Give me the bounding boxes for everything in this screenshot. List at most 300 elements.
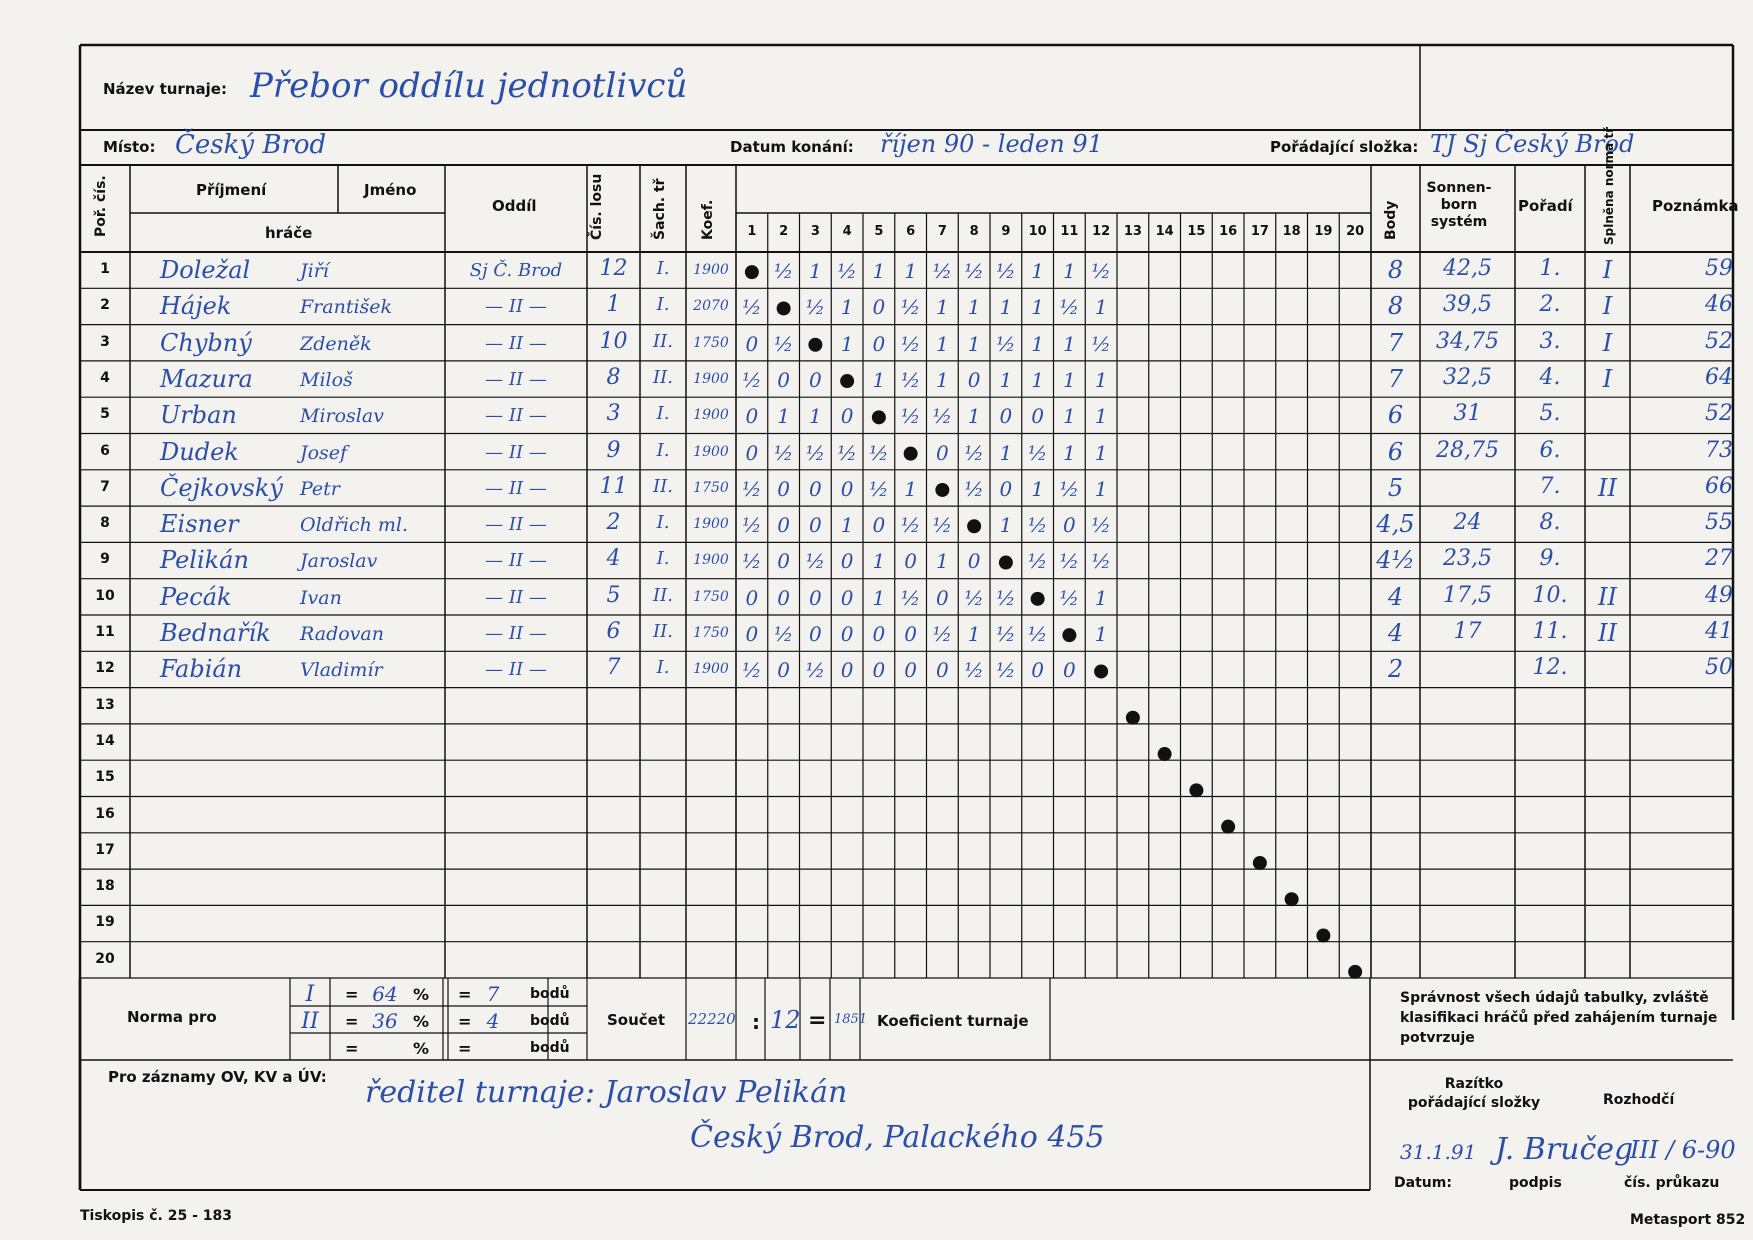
player-koef: 1900 — [693, 661, 729, 678]
game-result: 1 — [904, 259, 917, 283]
game-result: 1 — [967, 295, 981, 320]
game-result: ½ — [773, 331, 794, 356]
game-result: 0 — [840, 549, 854, 574]
game-result: 0 — [999, 476, 1013, 501]
game-result: 1 — [809, 404, 822, 429]
game-result: ½ — [900, 404, 921, 429]
player-lot: 10 — [599, 328, 628, 354]
game-result: ½ — [742, 658, 762, 683]
game-result: 0 — [840, 476, 854, 501]
column-number: 16 — [1219, 224, 1238, 239]
game-result: ½ — [1059, 476, 1080, 501]
row-number: 13 — [95, 696, 115, 713]
game-result: ½ — [932, 259, 953, 283]
norm-bodu: bodů — [530, 986, 570, 1002]
header-por-cis: Poř. čís. — [93, 175, 109, 237]
game-result: 1 — [1094, 295, 1108, 320]
game-result: 1 — [872, 259, 886, 283]
player-note: 52 — [1705, 328, 1733, 354]
game-result: 0 — [840, 585, 854, 610]
header-oddil: Oddíl — [492, 197, 537, 215]
player-rank: 12. — [1532, 655, 1568, 681]
game-result: 0 — [777, 658, 790, 683]
self-pairing-dot — [935, 483, 949, 497]
header-hrace: hráče — [265, 224, 313, 242]
header-prijmeni: Příjmení — [196, 181, 267, 199]
player-name: Jaroslav — [300, 550, 378, 573]
column-number: 7 — [937, 224, 947, 239]
game-result: ½ — [1091, 259, 1111, 283]
game-result: ½ — [1091, 331, 1111, 356]
column-number: 9 — [1001, 224, 1011, 239]
game-result: 1 — [1063, 259, 1076, 283]
player-class: I. — [656, 512, 670, 534]
game-result: 1 — [840, 331, 854, 356]
game-result: 0 — [936, 585, 949, 610]
player-sonneborn: 28,75 — [1436, 437, 1499, 463]
organizer-label: Pořádající složka: — [1270, 138, 1419, 156]
norm-pct: 64 — [372, 982, 398, 1006]
records-label: Pro záznamy OV, KV a ÚV: — [108, 1068, 327, 1086]
player-note: 73 — [1705, 437, 1733, 463]
player-body: 6 — [1387, 401, 1404, 430]
column-number: 12 — [1092, 224, 1111, 239]
game-result: 0 — [745, 404, 759, 429]
game-result: ½ — [773, 259, 794, 283]
player-class: II. — [653, 330, 673, 352]
game-result: 1 — [872, 585, 886, 610]
game-result: 0 — [777, 476, 790, 501]
row-number: 2 — [100, 297, 110, 314]
row-number: 7 — [100, 478, 110, 495]
norm-eq: = — [345, 1039, 359, 1058]
player-sonneborn: 24 — [1453, 510, 1482, 536]
player-surname: Chybný — [160, 328, 252, 357]
judge-label: Rozhodčí — [1603, 1092, 1675, 1108]
player-sonneborn: 39,5 — [1443, 292, 1492, 318]
player-club: — II — — [485, 514, 547, 536]
game-result: 0 — [809, 476, 822, 501]
game-result: ½ — [869, 440, 889, 465]
player-body: 7 — [1387, 328, 1404, 357]
self-pairing-dot — [872, 410, 886, 424]
title-value: Přebor oddílu jednotlivců — [250, 66, 688, 106]
records-handwritten-2: Český Brod, Palackého 455 — [690, 1120, 1105, 1155]
player-koef: 2070 — [693, 298, 729, 315]
game-result: 1 — [1094, 585, 1108, 610]
player-koef: 1750 — [693, 479, 729, 496]
player-sonneborn: 23,5 — [1443, 546, 1492, 572]
player-norm: II — [1598, 473, 1617, 502]
player-body: 4,5 — [1376, 510, 1415, 539]
game-result: 0 — [904, 658, 917, 683]
game-result: 1 — [872, 367, 886, 392]
game-result: 1 — [1031, 367, 1044, 392]
column-number: 8 — [969, 224, 979, 239]
player-body: 8 — [1387, 256, 1404, 284]
header-cis-losu: Čís. losu — [589, 173, 605, 240]
game-result: 1 — [1063, 367, 1076, 392]
column-number: 1 — [747, 224, 757, 239]
player-name: Miloš — [300, 368, 353, 391]
row-number: 1 — [100, 261, 110, 277]
player-lot: 1 — [606, 292, 621, 318]
player-lot: 5 — [606, 582, 621, 608]
game-result: 1 — [1094, 440, 1108, 465]
game-result: ½ — [805, 549, 826, 574]
player-koef: 1900 — [693, 370, 729, 387]
game-result: 1 — [936, 367, 949, 392]
game-result: ½ — [996, 658, 1016, 683]
player-lot: 3 — [606, 401, 621, 427]
player-sonneborn: 17 — [1453, 619, 1482, 644]
column-number: 10 — [1028, 224, 1047, 239]
player-koef: 1750 — [693, 334, 729, 351]
place-label: Místo: — [103, 138, 156, 156]
date-field-label: Datum: — [1394, 1175, 1452, 1191]
player-class: I. — [656, 657, 670, 679]
game-result: ½ — [900, 585, 921, 610]
player-note: 46 — [1705, 292, 1733, 318]
player-rank: 5. — [1539, 401, 1561, 427]
header-sonneborn: Sonnen-born systém — [1426, 180, 1492, 230]
player-surname: Mazura — [160, 364, 253, 393]
norm-eq: = — [345, 1012, 359, 1031]
self-pairing-dot — [904, 447, 918, 461]
column-number: 11 — [1060, 224, 1079, 239]
self-pairing-dot — [1316, 929, 1330, 943]
player-class: II. — [653, 366, 673, 388]
game-result: 1 — [1063, 440, 1076, 465]
game-result: 1 — [1063, 331, 1076, 356]
game-result: ½ — [964, 658, 984, 683]
row-number: 5 — [100, 406, 110, 423]
game-result: ½ — [1027, 622, 1048, 646]
self-pairing-dot — [1126, 711, 1140, 725]
game-result: 1 — [936, 549, 949, 574]
player-note: 50 — [1705, 655, 1733, 681]
game-result: 1 — [967, 331, 981, 356]
player-class: I. — [656, 439, 670, 461]
game-result: 0 — [904, 622, 917, 646]
game-result: ½ — [805, 440, 826, 465]
game-result: 0 — [809, 513, 822, 538]
header-sach-tr: Šach. tř — [652, 178, 668, 240]
game-result: ½ — [742, 549, 762, 574]
game-result: ½ — [1059, 549, 1080, 574]
column-number: 20 — [1346, 224, 1365, 239]
game-result: 1 — [967, 622, 981, 646]
row-number: 11 — [95, 624, 115, 640]
game-result: 0 — [936, 440, 949, 465]
self-pairing-dot — [999, 556, 1013, 570]
player-surname: Hájek — [160, 292, 232, 321]
row-number: 12 — [95, 660, 115, 677]
game-result: 0 — [809, 585, 822, 610]
player-class: II. — [653, 475, 673, 497]
game-result: 0 — [904, 549, 917, 574]
player-name: Josef — [300, 441, 348, 464]
game-result: 0 — [840, 404, 854, 429]
player-koef: 1750 — [693, 625, 729, 641]
player-surname: Bednařík — [160, 619, 271, 647]
player-lot: 4 — [606, 546, 621, 572]
game-result: 1 — [936, 295, 949, 320]
publisher: Metasport 852 — [1630, 1212, 1746, 1228]
game-result: ½ — [964, 259, 984, 283]
soucet-divisor: 12 — [770, 1006, 801, 1034]
game-result: 1 — [936, 331, 949, 356]
game-result: ½ — [964, 440, 984, 465]
game-result: ½ — [742, 476, 762, 501]
game-result: ½ — [742, 367, 762, 392]
player-rank: 1. — [1539, 256, 1561, 281]
game-result: 1 — [967, 404, 981, 429]
player-class: II. — [653, 584, 673, 606]
player-rank: 2. — [1539, 292, 1561, 318]
player-note: 64 — [1705, 364, 1733, 390]
soucet-value: 22220 — [688, 1010, 736, 1028]
player-name: Zdeněk — [300, 332, 372, 355]
game-result: 1 — [999, 513, 1013, 538]
game-result: 0 — [999, 404, 1013, 429]
game-result: ½ — [837, 440, 857, 465]
self-pairing-dot — [1158, 747, 1172, 761]
row-number: 16 — [95, 805, 115, 822]
player-class: I. — [656, 403, 670, 425]
game-result: ½ — [996, 585, 1016, 610]
game-result: ½ — [869, 476, 889, 501]
game-result: 1 — [809, 259, 822, 283]
player-sonneborn: 32,5 — [1443, 364, 1492, 390]
game-result: 0 — [777, 585, 790, 610]
self-pairing-dot — [1189, 783, 1203, 797]
player-rank: 7. — [1539, 473, 1561, 499]
form-number: Tiskopis č. 25 - 183 — [80, 1208, 233, 1224]
organizer-value: TJ Sj Český Brod — [1430, 130, 1635, 158]
game-result: ½ — [1091, 513, 1111, 538]
player-club: — II — — [485, 405, 547, 427]
player-body: 4 — [1387, 619, 1404, 647]
norm-eq: = — [345, 985, 359, 1004]
game-result: 1 — [1094, 476, 1108, 501]
signature: J. Bručeg — [1495, 1132, 1634, 1167]
player-lot: 9 — [606, 437, 621, 463]
row-number: 3 — [100, 333, 110, 350]
player-koef: 1900 — [693, 407, 729, 424]
game-result: 0 — [1031, 404, 1044, 429]
player-club: — II — — [485, 659, 547, 681]
column-number: 6 — [906, 224, 916, 239]
game-result: 1 — [1094, 622, 1108, 646]
stamp-label: Razítko pořádající složky — [1407, 1076, 1541, 1111]
player-body: 8 — [1387, 292, 1404, 321]
player-name: Jiří — [300, 260, 329, 282]
game-result: 1 — [1031, 331, 1044, 356]
player-sonneborn: 17,5 — [1443, 582, 1492, 608]
player-name: František — [300, 296, 393, 319]
player-koef: 1900 — [693, 552, 729, 569]
game-result: ½ — [837, 259, 857, 283]
player-lot: 11 — [599, 473, 628, 499]
game-result: 0 — [745, 331, 759, 356]
norm-bodu: bodů — [530, 1040, 570, 1056]
game-result: 0 — [777, 549, 790, 574]
player-lot: 12 — [599, 256, 628, 281]
game-result: ½ — [996, 259, 1016, 283]
player-club: — II — — [485, 586, 547, 608]
game-result: 1 — [999, 295, 1013, 320]
game-result: ½ — [1027, 513, 1048, 538]
player-rank: 3. — [1539, 328, 1561, 354]
game-result: 1 — [904, 476, 917, 501]
player-surname: Pecák — [160, 582, 232, 611]
stamp-date-value: 31.1.91 — [1400, 1140, 1477, 1164]
game-result: ½ — [742, 513, 762, 538]
player-rank: 9. — [1539, 546, 1561, 572]
player-koef: 1900 — [693, 262, 729, 278]
game-result: ½ — [900, 331, 921, 356]
game-result: 1 — [1094, 404, 1108, 429]
norm-pct-sign: % — [413, 1039, 430, 1058]
self-pairing-dot — [840, 374, 854, 388]
player-lot: 8 — [606, 364, 621, 390]
game-result: 1 — [1094, 367, 1108, 392]
soucet-colon: : — [752, 1010, 760, 1034]
row-number: 18 — [95, 878, 115, 895]
row-number: 9 — [100, 551, 110, 568]
game-result: 0 — [1031, 658, 1044, 683]
date-label: Datum konání: — [730, 138, 854, 156]
game-result: 0 — [872, 513, 886, 538]
game-result: 0 — [1063, 513, 1076, 538]
game-result: ½ — [964, 585, 984, 610]
row-number: 6 — [100, 442, 110, 459]
game-result: 0 — [745, 622, 759, 646]
player-name: Ivan — [300, 586, 342, 609]
game-result: 1 — [999, 367, 1013, 392]
column-number: 2 — [779, 224, 789, 239]
game-result: ½ — [1091, 549, 1111, 574]
player-koef: 1900 — [693, 443, 729, 460]
player-rank: 10. — [1532, 582, 1568, 608]
game-result: 1 — [840, 295, 854, 320]
row-number: 20 — [95, 950, 115, 967]
game-result: ½ — [805, 658, 826, 683]
certify-text: Správnost všech údajů tabulky, zvláště klasifikaci hráčů před zahájením turnaje potvrzuje — [1400, 990, 1718, 1046]
player-note: 27 — [1705, 546, 1733, 572]
soucet-result: 1851 — [834, 1012, 868, 1027]
player-body: 4 — [1387, 582, 1404, 611]
game-result: 0 — [967, 549, 981, 574]
self-pairing-dot — [777, 301, 791, 315]
player-norm: II — [1598, 619, 1617, 647]
player-note: 52 — [1705, 401, 1733, 427]
soucet-label: Součet — [607, 1011, 666, 1029]
player-rank: 6. — [1539, 437, 1561, 463]
player-lot: 2 — [606, 510, 621, 536]
self-pairing-dot — [1285, 892, 1299, 906]
records-handwritten-1: ředitel turnaje: Jaroslav Pelikán — [365, 1075, 848, 1110]
player-norm: I — [1602, 364, 1613, 393]
norm-pct-sign: % — [413, 1012, 430, 1031]
column-number: 19 — [1314, 224, 1333, 239]
column-number: 5 — [874, 224, 884, 239]
self-pairing-dot — [1348, 965, 1362, 979]
player-name: Vladimír — [300, 659, 383, 682]
self-pairing-dot — [1094, 664, 1108, 678]
column-number: 15 — [1187, 224, 1206, 239]
player-club: — II — — [485, 623, 547, 644]
norm-pct: 36 — [372, 1009, 398, 1033]
self-pairing-dot — [745, 265, 759, 279]
norm-pts: 4 — [486, 1009, 500, 1033]
player-surname: Eisner — [160, 510, 239, 539]
game-result: 0 — [936, 658, 949, 683]
norm-eq: = — [458, 985, 472, 1004]
game-result: 0 — [840, 658, 854, 683]
game-result: 0 — [809, 622, 822, 646]
player-sonneborn: 34,75 — [1436, 328, 1499, 354]
game-result: ½ — [773, 440, 794, 465]
player-club: — II — — [485, 477, 547, 499]
game-result: ½ — [964, 476, 984, 501]
row-number: 15 — [95, 769, 115, 786]
player-name: Petr — [300, 477, 340, 500]
column-number: 17 — [1250, 224, 1269, 239]
podpis-label: podpis — [1509, 1175, 1562, 1191]
player-rank: 8. — [1539, 510, 1561, 536]
game-result: 0 — [745, 440, 759, 465]
player-body: 7 — [1387, 364, 1404, 393]
game-result: 1 — [872, 549, 886, 574]
player-koef: 1750 — [693, 588, 729, 605]
player-club: — II — — [485, 441, 547, 463]
player-note: 59 — [1705, 256, 1733, 281]
player-body: 2 — [1387, 655, 1404, 684]
player-body: 5 — [1387, 473, 1404, 502]
game-result: ½ — [742, 295, 762, 320]
player-surname: Urban — [160, 401, 237, 430]
row-number: 8 — [100, 515, 110, 532]
header-jmeno: Jméno — [364, 181, 417, 199]
self-pairing-dot — [967, 519, 981, 533]
header-poznamka: Poznámka — [1652, 197, 1739, 215]
norma-label: Norma pro — [127, 1008, 217, 1026]
game-result: 1 — [999, 440, 1013, 465]
norm-eq: = — [458, 1012, 472, 1031]
game-result: 0 — [872, 295, 886, 320]
game-result: 1 — [777, 404, 790, 429]
player-class: II. — [653, 621, 673, 642]
player-surname: Doležal — [160, 256, 251, 284]
column-number: 3 — [810, 224, 820, 239]
soucet-eq: = — [808, 1008, 827, 1033]
player-rank: 4. — [1539, 364, 1561, 390]
title-label: Název turnaje: — [103, 80, 227, 98]
game-result: ½ — [996, 331, 1016, 356]
player-surname: Čejkovský — [160, 473, 283, 502]
player-body: 6 — [1387, 437, 1404, 466]
player-norm: I — [1602, 292, 1613, 321]
self-pairing-dot — [1253, 856, 1267, 870]
game-result: ½ — [900, 295, 921, 320]
player-body: 4½ — [1376, 546, 1415, 575]
game-result: ½ — [1059, 585, 1080, 610]
game-result: 0 — [872, 658, 886, 683]
game-result: ½ — [1027, 549, 1048, 574]
player-club: — II — — [485, 550, 547, 572]
